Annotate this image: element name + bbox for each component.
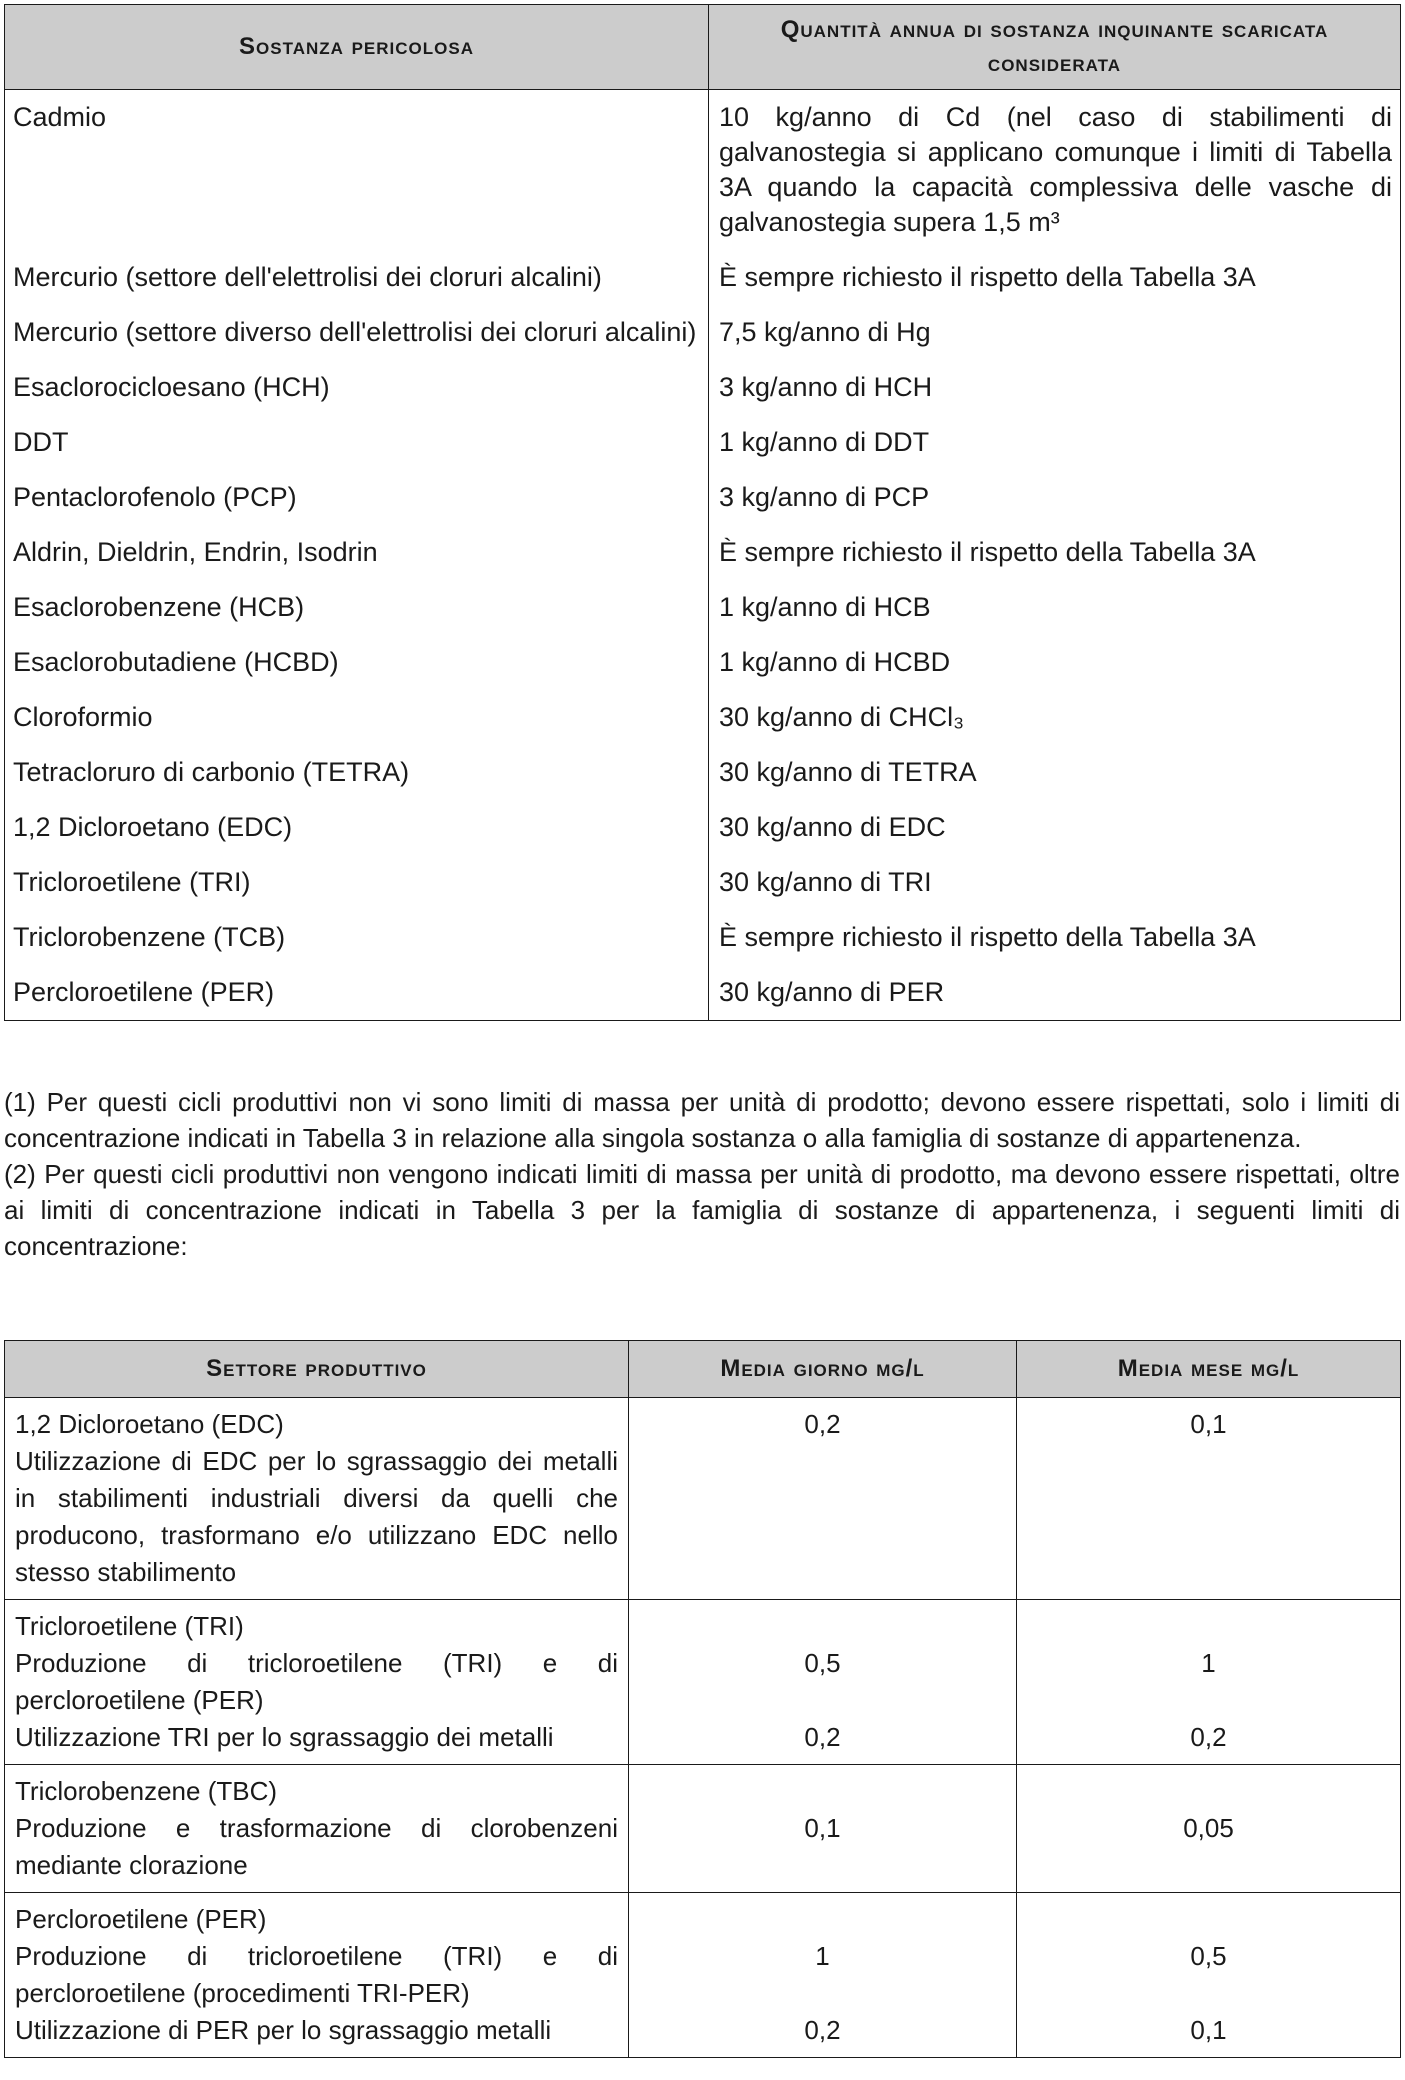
process-description: Utilizzazione di EDC per lo sgrassaggio dei metalli in stabilimenti industriali diversi da quelli che producono, trasformano e/o utilizzano EDC nello stesso stabilimento [15,1446,618,1587]
quantity-text: 10 kg/anno di Cd (nel caso di stabilimenti di galvanostegia si applicano comunque i limiti di Tabella 3A quando la capacità complessiva delle vasche di galvanostegia supera 1,5 m³ [719,102,1392,237]
daily-average-cell [629,1600,1017,1765]
table-row [5,305,1401,360]
substance-name: 1,2 Dicloroetano (EDC) [15,1409,284,1439]
column-header-daily-average: Media giorno mg/l [629,1341,1017,1398]
substance-cell: DDT [5,415,709,470]
table-row [5,525,1401,580]
substance-cell [5,305,709,360]
substance-name: Tricloroetilene (TRI) [15,1611,244,1641]
quantity-cell: 1 kg/anno di HCB [709,580,1401,635]
monthly-average-value: 0,1 [1190,1409,1227,1439]
daily-average-value: 1 [815,1941,830,1971]
daily-average-cell [629,1398,1017,1600]
table-header-row [5,1341,1401,1398]
substance-cell: Esaclorocicloesano (HCH) [5,360,709,415]
table-row [5,745,1401,800]
monthly-average-cell [1017,1600,1401,1765]
sector-cell [5,1398,629,1600]
daily-average-value: 0,5 [804,1648,841,1678]
substance-name: Triclorobenzene (TBC) [15,1776,278,1806]
table-row [5,470,1401,525]
table-row [5,800,1401,855]
table-row [5,360,1401,415]
monthly-average-value: 0,05 [1183,1813,1234,1843]
monthly-average-cell [1017,1893,1401,2058]
daily-average-value: 0,2 [804,1722,841,1752]
daily-average-cell [629,1893,1017,2058]
substance-text: Mercurio (settore diverso dell'elettrolisi dei cloruri alcalini) [13,317,697,347]
substance-cell: Mercurio (settore dell'elettrolisi dei cloruri alcalini) [5,250,709,305]
footnote-1: (1) Per questi cicli produttivi non vi sono limiti di massa per unità di prodotto; devono essere rispettati, solo i limiti di concentrazione indicati in Tabella 3 in relazione alla singola sostanza o alla famiglia di sostanze di appartenenza. [4,1087,1400,1153]
sector-cell [5,1893,629,2058]
quantity-cell: 30 kg/anno di CHCl₃ [709,690,1401,745]
concentration-limits-table [4,1340,1401,2058]
substance-cell: Cadmio [5,90,709,251]
substance-cell: 1,2 Dicloroetano (EDC) [5,800,709,855]
footnote-2: (2) Per questi cicli produttivi non vengono indicati limiti di massa per unità di prodotto, ma devono essere rispettati, oltre ai limiti di concentrazione indicati in Tabella 3 per la famiglia di sostanze di appartenenza, i seguenti limiti di concentrazione: [4,1159,1400,1261]
substance-cell: Tetracloruro di carbonio (TETRA) [5,745,709,800]
process-description: Produzione di tricloroetilene (TRI) e di percloroetilene (PER) [15,1648,618,1715]
table-row [5,965,1401,1021]
table-row [5,690,1401,745]
table-row [5,855,1401,910]
table-row [5,910,1401,965]
column-header-annual-quantity: Quantità annua di sostanza inquinante scaricata considerata [709,5,1401,90]
table-row [5,580,1401,635]
sector-cell [5,1600,629,1765]
monthly-average-value: 0,5 [1190,1941,1227,1971]
table-row [5,415,1401,470]
quantity-cell: È sempre richiesto il rispetto della Tabella 3A [709,250,1401,305]
monthly-average-value: 0,2 [1190,1722,1227,1752]
substance-quantity-table [4,4,1401,1021]
substance-cell: Cloroformio [5,690,709,745]
table-row [5,250,1401,305]
substance-cell: Aldrin, Dieldrin, Endrin, Isodrin [5,525,709,580]
table-row [5,635,1401,690]
process-description: Utilizzazione TRI per lo sgrassaggio dei metalli [15,1722,554,1752]
quantity-cell: 7,5 kg/anno di Hg [709,305,1401,360]
substance-cell: Pentaclorofenolo (PCP) [5,470,709,525]
substance-cell: Percloroetilene (PER) [5,965,709,1021]
daily-average-cell [629,1765,1017,1893]
process-description: Produzione di tricloroetilene (TRI) e di percloroetilene (procedimenti TRI-PER) [15,1941,618,2008]
quantity-cell: È sempre richiesto il rispetto della Tabella 3A [709,910,1401,965]
daily-average-value: 0,2 [804,1409,841,1439]
quantity-cell: 1 kg/anno di HCBD [709,635,1401,690]
quantity-cell: 3 kg/anno di HCH [709,360,1401,415]
quantity-cell: 3 kg/anno di PCP [709,470,1401,525]
table-row [5,1765,1401,1893]
substance-cell: Tricloroetilene (TRI) [5,855,709,910]
monthly-average-value: 1 [1201,1648,1216,1678]
substance-cell: Esaclorobutadiene (HCBD) [5,635,709,690]
quantity-cell: 1 kg/anno di DDT [709,415,1401,470]
monthly-average-value: 0,1 [1190,2015,1227,2045]
monthly-average-cell [1017,1765,1401,1893]
quantity-cell: 30 kg/anno di TRI [709,855,1401,910]
quantity-cell: 30 kg/anno di TETRA [709,745,1401,800]
substance-name: Percloroetilene (PER) [15,1904,267,1934]
quantity-cell: 30 kg/anno di EDC [709,800,1401,855]
process-description: Utilizzazione di PER per lo sgrassaggio metalli [15,2015,552,2045]
table-row [5,1600,1401,1765]
column-header-sector: Settore produttivo [5,1341,629,1398]
table-header-row [5,5,1401,90]
footnotes [4,1084,1400,1264]
table-row [5,90,1401,251]
quantity-cell: È sempre richiesto il rispetto della Tabella 3A [709,525,1401,580]
table-row [5,1398,1401,1600]
substance-cell: Triclorobenzene (TCB) [5,910,709,965]
daily-average-value: 0,1 [804,1813,841,1843]
quantity-cell: 30 kg/anno di PER [709,965,1401,1021]
quantity-cell [709,90,1401,251]
column-header-monthly-average: Media mese mg/l [1017,1341,1401,1398]
column-header-substance: Sostanza pericolosa [5,5,709,90]
table-row [5,1893,1401,2058]
sector-cell [5,1765,629,1893]
substance-cell: Esaclorobenzene (HCB) [5,580,709,635]
process-description: Produzione e trasformazione di clorobenzeni mediante clorazione [15,1813,618,1880]
daily-average-value: 0,2 [804,2015,841,2045]
monthly-average-cell [1017,1398,1401,1600]
